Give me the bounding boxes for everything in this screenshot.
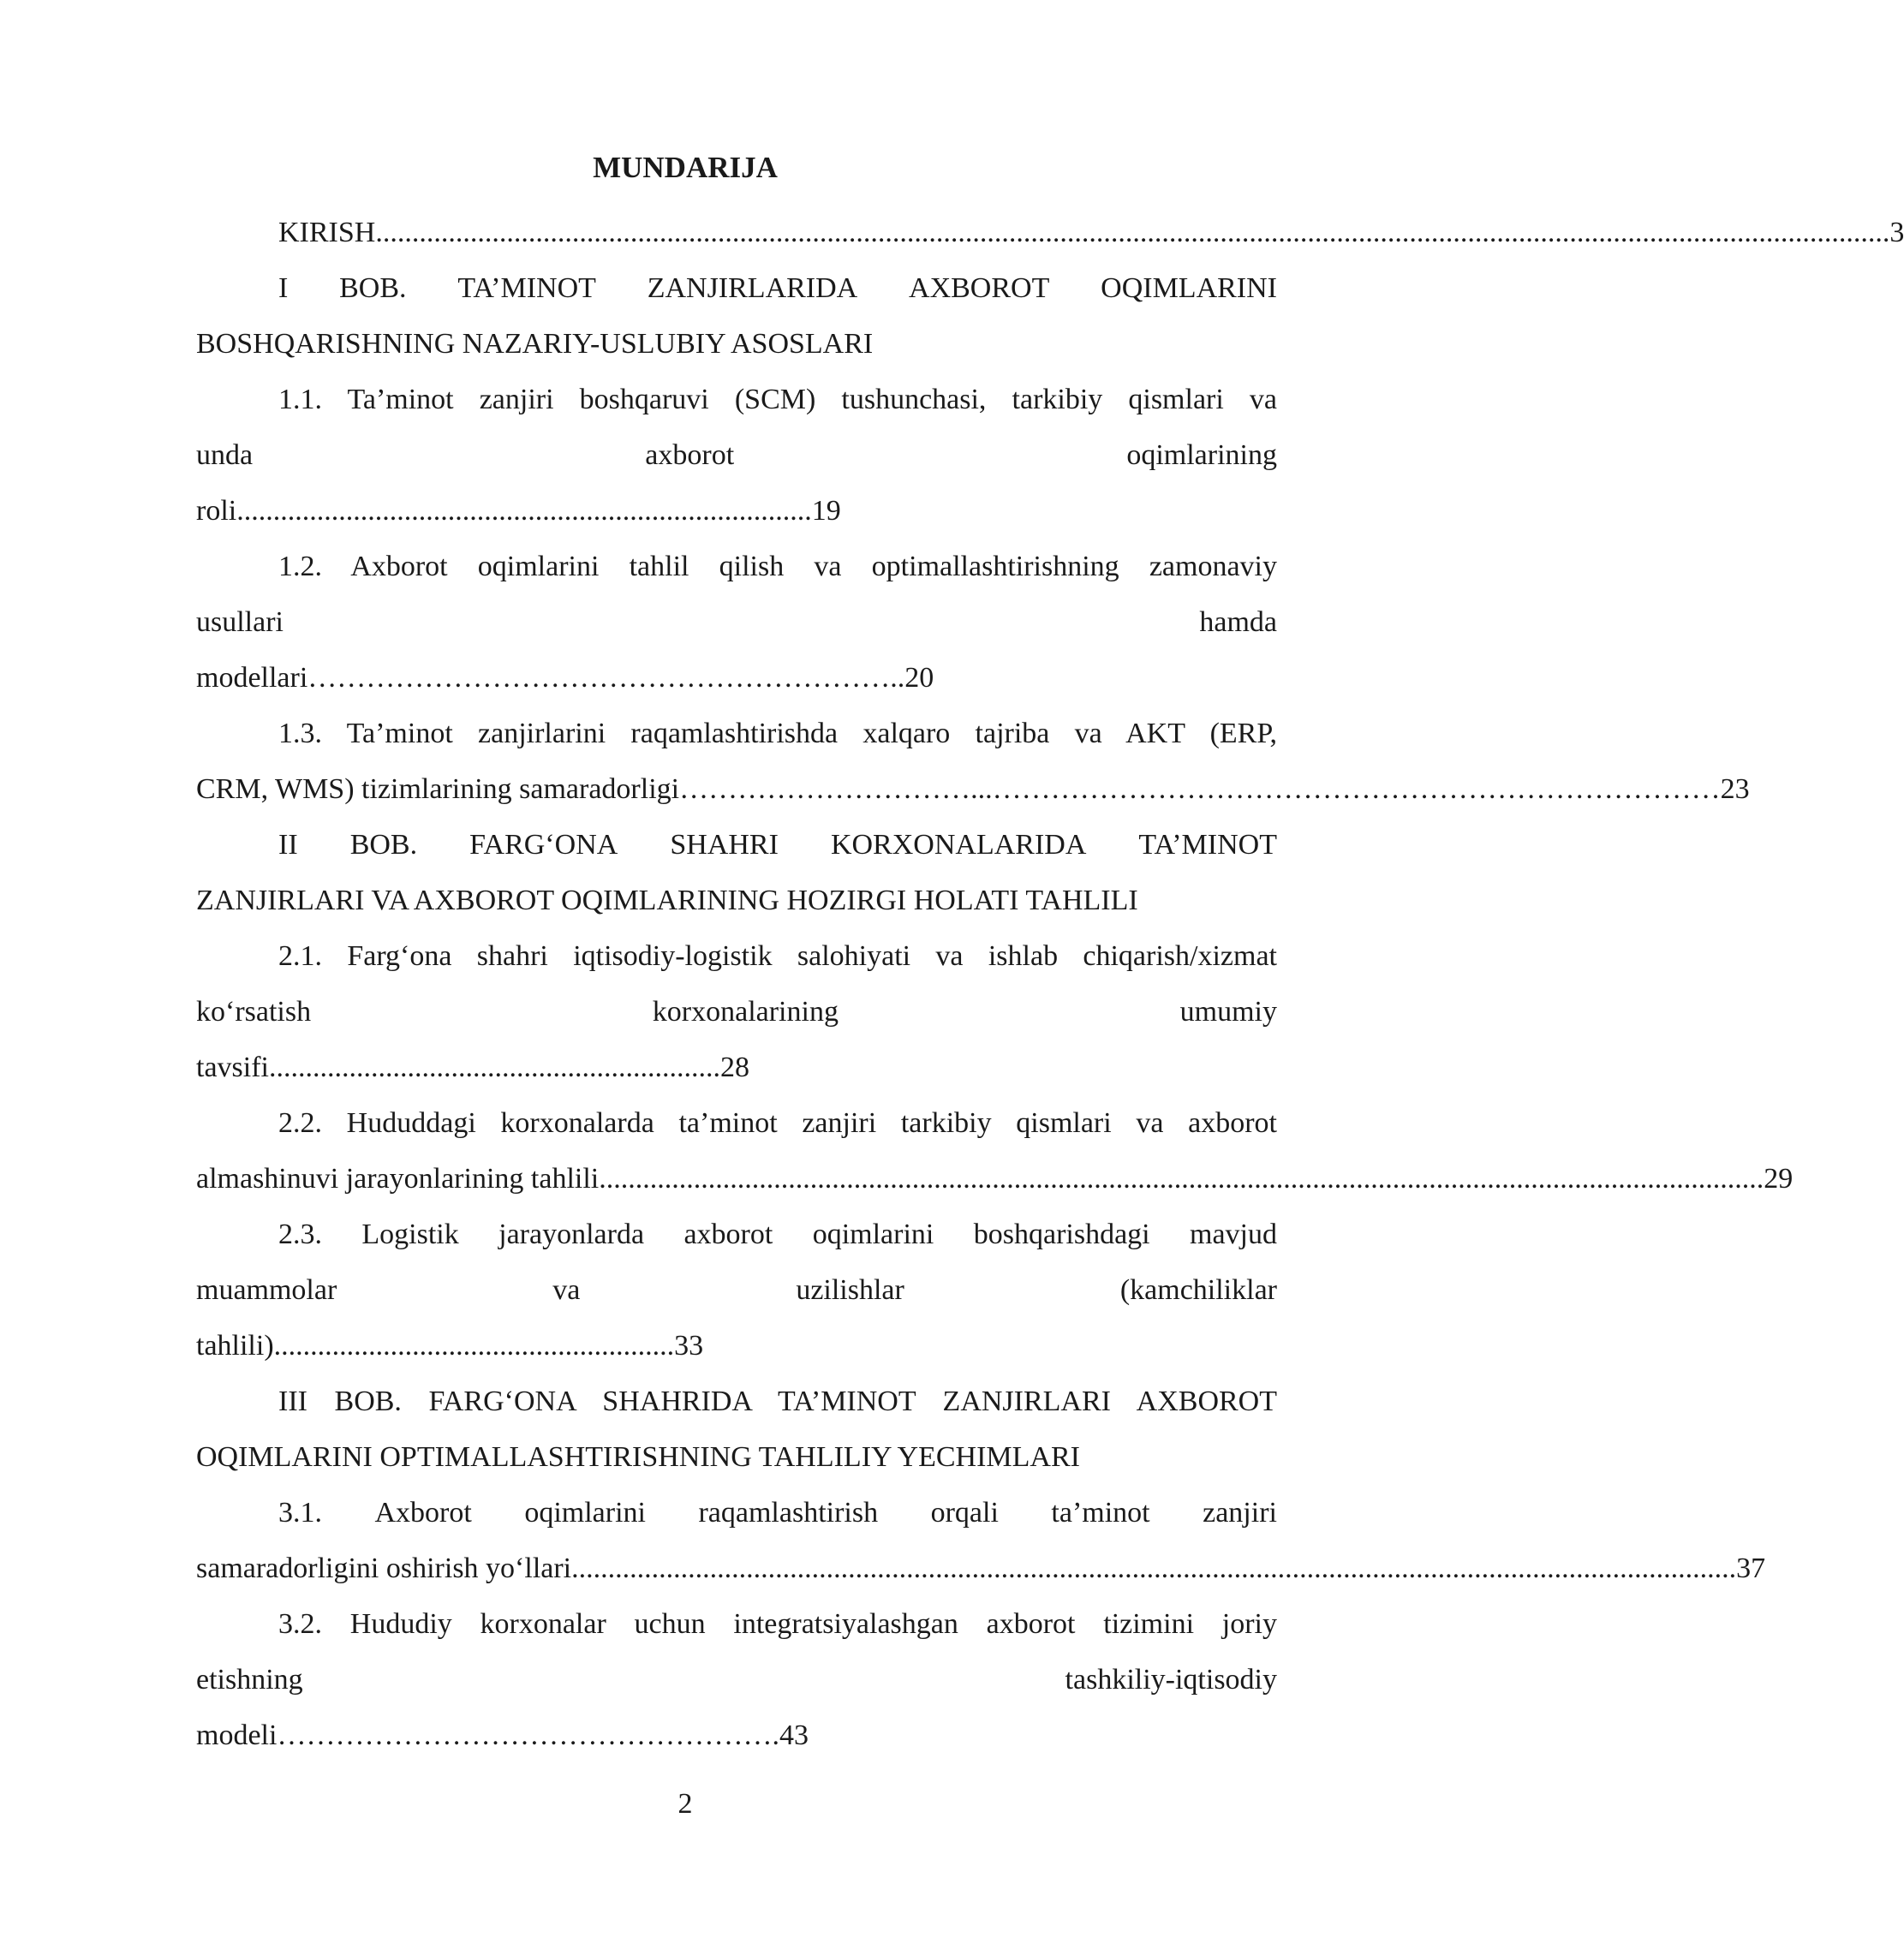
toc-word: BOB. — [349, 829, 418, 861]
toc-word: FARG‘ONA — [469, 829, 618, 861]
toc-page-number: 19 — [811, 495, 841, 527]
toc-section-1-1-line2 — [196, 428, 1277, 483]
toc-entry-text: tavsifi — [196, 1052, 269, 1083]
toc-page-number: 33 — [674, 1330, 704, 1362]
toc-section-2-3-line2 — [196, 1263, 1277, 1318]
toc-section-1-2-line3 — [196, 651, 1277, 706]
toc-entry-text: CRM, WMS) tizimlarining samaradorligi — [196, 773, 680, 805]
toc-word: Axborot — [374, 1497, 472, 1529]
toc-word: oqimlarining — [1126, 439, 1277, 471]
toc-entry-kirish[interactable] — [278, 206, 1904, 260]
toc-dot-leader: ……………………………………………. — [277, 1719, 779, 1751]
toc-word: unda — [196, 439, 254, 471]
toc-section-1-1-line3 — [196, 484, 1277, 539]
toc-page-number: 3 — [1889, 217, 1904, 248]
toc-page-number: 43 — [779, 1719, 809, 1751]
toc-page-number: 37 — [1736, 1553, 1766, 1584]
toc-entry-text: almashinuvi jarayonlarining tahlili — [196, 1163, 600, 1195]
toc-page-number: 23 — [1720, 773, 1750, 805]
toc-word: raqamlashtirish — [698, 1497, 879, 1529]
toc-section-2-1-line3 — [196, 1040, 1277, 1095]
page-number: 2 — [677, 1788, 693, 1820]
toc-section-3-2-line2 — [196, 1653, 1277, 1708]
toc-word: korxonalarining — [652, 996, 839, 1028]
toc-section-3-2-line1[interactable]: 3.2. Hududiy korxonalar uchun integratsiyalashgan axborot tizimini joriy — [278, 1608, 1277, 1640]
toc-dot-leader: .............................................................. — [268, 1052, 720, 1083]
toc-word: SHAHRI — [670, 829, 779, 861]
toc-word: OQIMLARINI — [1101, 272, 1277, 304]
toc-chapter-2-line2: ZANJIRLARI VA AXBOROT OQIMLARINING HOZIRGI HOLATI TAHLILI — [196, 885, 1138, 916]
toc-dot-leader: …………………………...………………………………………………………………… — [679, 773, 1721, 805]
toc-word: TA’MINOT — [457, 272, 596, 304]
toc-word: ko‘rsatish — [196, 996, 312, 1028]
toc-section-2-1-line1[interactable]: 2.1. Farg‘ona shahri iqtisodiy-logistik salohiyati va ishlab chiqarish/xizmat — [278, 940, 1277, 972]
toc-dot-leader: …………………………………………………….. — [307, 662, 905, 694]
toc-section-2-3-line3 — [196, 1319, 1277, 1374]
toc-section-2-2-line1[interactable]: 2.2. Hududdagi korxonalarda ta’minot zanjiri tarkibiy qismlari va axborot — [278, 1107, 1277, 1139]
toc-section-3-1-line2 — [196, 1541, 1766, 1596]
toc-dot-leader: ....................................................... — [273, 1330, 675, 1362]
toc-word: ta’minot — [1051, 1497, 1150, 1529]
toc-section-2-1-line2 — [196, 985, 1277, 1040]
toc-word: ZANJIRLARIDA — [647, 272, 858, 304]
toc-chapter-1-line1[interactable] — [278, 261, 1277, 316]
toc-word: 3.1. — [278, 1497, 322, 1529]
toc-entry-text: modeli — [196, 1719, 278, 1751]
toc-word: I — [278, 272, 289, 304]
toc-page-number: 20 — [904, 662, 934, 694]
toc-word: II — [278, 829, 298, 861]
toc-dot-leader: ............................................................................... — [236, 495, 812, 527]
toc-section-1-3-line1[interactable]: 1.3. Ta’minot zanjirlarini raqamlashtirishda xalqaro tajriba va AKT (ERP, — [278, 718, 1277, 749]
toc-dot-leader: ................................................................................................................................................................ — [599, 1163, 1764, 1195]
toc-entry-text: roli — [196, 495, 237, 527]
toc-word: usullari — [196, 606, 284, 638]
page-title: MUNDARIJA — [593, 151, 778, 184]
toc-dot-leader: ................................................................................................................................................................ — [571, 1553, 1737, 1584]
toc-entry-text: tahlili) — [196, 1330, 274, 1362]
toc-section-3-1-line1[interactable] — [278, 1486, 1277, 1541]
toc-entry-text: modellari — [196, 662, 308, 694]
toc-word: orqali — [930, 1497, 999, 1529]
toc-word: etishning — [196, 1664, 303, 1696]
toc-page-number: 29 — [1764, 1163, 1794, 1195]
toc-word: BOB. — [339, 272, 407, 304]
toc-section-2-2-line2 — [196, 1152, 1794, 1207]
toc-word: axborot — [645, 439, 735, 471]
toc-section-1-1-line1[interactable]: 1.1. Ta’minot zanjiri boshqaruvi (SCM) tushunchasi, tarkibiy qismlari va — [278, 384, 1277, 415]
toc-chapter-1-line2: BOSHQARISHNING NAZARIY-USLUBIY ASOSLARI — [196, 328, 874, 360]
toc-page-number: 28 — [719, 1052, 749, 1083]
toc-word: oqimlarini — [524, 1497, 646, 1529]
toc-word: umumiy — [1179, 996, 1277, 1028]
toc-word: uzilishlar — [796, 1274, 904, 1306]
toc-word: tashkiliy-iqtisodiy — [1065, 1664, 1277, 1696]
toc-word: (kamchiliklar — [1119, 1274, 1277, 1306]
toc-word: TA’MINOT — [1138, 829, 1277, 861]
toc-chapter-2-line1[interactable] — [278, 818, 1277, 873]
toc-word: KORXONALARIDA — [830, 829, 1087, 861]
toc-section-1-2-line2 — [196, 595, 1277, 650]
toc-dot-leader: ................................................................................................................................................................................................................ — [375, 217, 1890, 248]
toc-chapter-3-line2: OQIMLARINI OPTIMALLASHTIRISHNING TAHLILIY YECHIMLARI — [196, 1441, 1080, 1473]
toc-entry-text: KIRISH — [278, 217, 376, 248]
toc-section-1-2-line1[interactable]: 1.2. Axborot oqimlarini tahlil qilish va optimallashtirishning zamonaviy — [278, 551, 1277, 582]
toc-word: va — [552, 1274, 581, 1306]
toc-entry-text: samaradorligini oshirish yo‘llari — [196, 1553, 572, 1584]
toc-section-1-3-line2 — [196, 762, 1750, 817]
toc-word: muammolar — [196, 1274, 337, 1306]
toc-chapter-3-line1[interactable]: III BOB. FARG‘ONA SHAHRIDA TA’MINOT ZANJIRLARI AXBOROT — [278, 1386, 1277, 1417]
toc-word: AXBOROT — [909, 272, 1050, 304]
toc-section-3-2-line3 — [196, 1708, 1277, 1763]
toc-word: hamda — [1199, 606, 1277, 638]
toc-section-2-3-line1[interactable]: 2.3. Logistik jarayonlarda axborot oqimlarini boshqarishdagi mavjud — [278, 1219, 1277, 1250]
toc-word: zanjiri — [1203, 1497, 1277, 1529]
